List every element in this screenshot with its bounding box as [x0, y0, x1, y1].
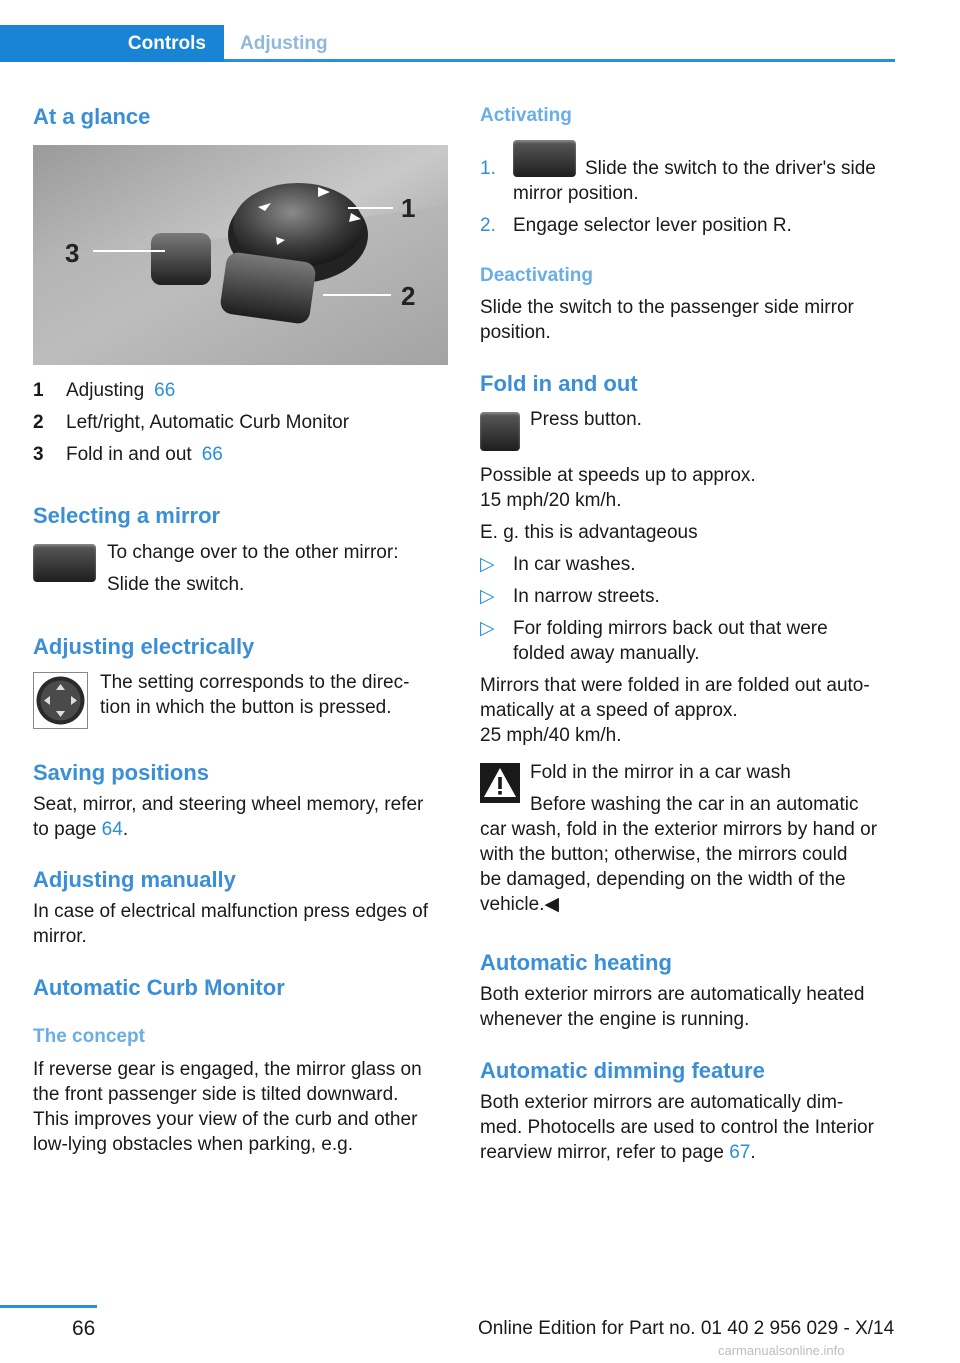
- warning-text: [480, 817, 877, 917]
- manual-text-2: mirror.: [33, 926, 87, 947]
- dimming-text: [480, 1090, 874, 1165]
- saving-text-2: to page 64.: [33, 819, 129, 840]
- concept-line: If reverse gear is engaged, the mirror glass on: [33, 1059, 422, 1080]
- possible-line: Possible at speeds up to approx.: [480, 465, 756, 486]
- tab-adjusting-label: Adjusting: [240, 33, 328, 54]
- list-item: [480, 552, 895, 584]
- switch-icon: [33, 544, 96, 582]
- bullet-icon: ▷: [480, 586, 495, 607]
- tab-controls[interactable]: [0, 25, 224, 62]
- switch-icon: [513, 140, 576, 177]
- deactivating-line: position.: [480, 322, 551, 343]
- bullet-list: [480, 552, 895, 666]
- selecting-text-1: To change over to the other mirror:: [107, 542, 399, 563]
- warning-title: Fold in the mirror in a car wash: [530, 762, 791, 783]
- concept-line: low-lying obstacles when parking, e.g.: [33, 1134, 354, 1155]
- callout-number: 2: [33, 411, 44, 433]
- callout-item: [33, 374, 349, 406]
- selecting-heading: Selecting a mirror: [33, 503, 221, 528]
- callout-number: 3: [33, 443, 44, 465]
- folded-text: [480, 673, 870, 748]
- warning-line: Before washing the car in an automatic: [530, 794, 859, 815]
- folded-line: Mirrors that were folded in are folded out auto-: [480, 675, 870, 696]
- deactivating-text: [480, 295, 854, 345]
- deactivating-line: Slide the switch to the passenger side mirror: [480, 297, 854, 318]
- dimming-line: Both exterior mirrors are automatically dim-: [480, 1092, 844, 1113]
- callout-item: [33, 438, 349, 470]
- tab-adjusting[interactable]: [240, 25, 328, 62]
- figure-label-2: 2: [401, 281, 416, 311]
- callout-label: Adjusting: [66, 379, 145, 401]
- warning-line: vehicle.◀: [480, 894, 560, 915]
- folded-line: matically at a speed of approx.: [480, 700, 738, 721]
- heating-line: Both exterior mirrors are automatically heated: [480, 984, 865, 1005]
- fold-press-text: Press button.: [530, 409, 642, 430]
- eg-text: E. g. this is advantageous: [480, 522, 698, 543]
- activating-step-1-line-2: mirror position.: [513, 183, 639, 204]
- warning-icon: [480, 763, 520, 803]
- direction-button-icon: [33, 672, 88, 729]
- deactivating-heading: Deactivating: [480, 265, 593, 286]
- activating-step-1-line-1: Slide the switch to the driver's side: [585, 158, 876, 179]
- heating-line: whenever the engine is running.: [480, 1009, 750, 1030]
- step-number: 2.: [480, 215, 496, 236]
- footer-rule: [0, 1305, 97, 1308]
- page-number: 66: [72, 1317, 96, 1340]
- callout-label: Left/right, Automatic Curb Monitor: [66, 411, 350, 433]
- callout-item: [33, 406, 349, 438]
- page-link[interactable]: 66: [154, 379, 176, 401]
- bullet-icon: ▷: [480, 618, 495, 639]
- bullet-text: In narrow streets.: [513, 586, 660, 607]
- heating-text: [480, 982, 864, 1032]
- bullet-icon: ▷: [480, 554, 495, 575]
- list-item: [480, 616, 895, 666]
- activating-heading: Activating: [480, 105, 572, 126]
- possible-text: [480, 463, 756, 513]
- selecting-text-2: Slide the switch.: [107, 574, 245, 595]
- callout-number: 1: [33, 379, 44, 401]
- page-link[interactable]: 64: [101, 819, 123, 840]
- bullet-text: For folding mirrors back out that were folded away manually.: [513, 618, 828, 664]
- heating-heading: Automatic heating: [480, 950, 672, 975]
- concept-line: This improves your view of the curb and other: [33, 1109, 418, 1130]
- online-edition-text: Online Edition for Part no. 01 40 2 956 029 - X/14: [478, 1318, 895, 1339]
- bullet-text: In car washes.: [513, 554, 636, 575]
- saving-text-1: Seat, mirror, and steering wheel memory, refer: [33, 794, 424, 815]
- warning-line: with the button; otherwise, the mirrors could: [480, 844, 848, 865]
- possible-line: 15 mph/20 km/h.: [480, 490, 622, 511]
- dimming-line: rearview mirror, refer to page 67.: [480, 1142, 756, 1163]
- at-a-glance-heading: At a glance: [33, 104, 151, 129]
- concept-text: [33, 1057, 422, 1157]
- adjusting-manually-heading: Adjusting manually: [33, 867, 236, 892]
- fold-button-icon: [480, 412, 520, 451]
- figure-label-1: 1: [401, 193, 416, 223]
- manual-text-1: In case of electrical malfunction press edges of: [33, 901, 428, 922]
- acm-heading: Automatic Curb Monitor: [33, 975, 285, 1000]
- adjusting-electrically-text-1: The setting corresponds to the direc-: [100, 672, 410, 693]
- list-item: [480, 584, 895, 616]
- callout-label: Fold in and out: [66, 443, 192, 465]
- concept-heading: The concept: [33, 1026, 145, 1047]
- fold-heading: Fold in and out: [480, 371, 638, 396]
- activating-step-2: Engage selector lever position R.: [513, 215, 792, 236]
- folded-line: 25 mph/40 km/h.: [480, 725, 622, 746]
- callout-list: [33, 374, 349, 470]
- saving-positions-heading: Saving positions: [33, 760, 210, 785]
- adjusting-electrically-heading: Adjusting electrically: [33, 634, 255, 659]
- tab-controls-label: Controls: [127, 33, 206, 54]
- page-link[interactable]: 66: [201, 443, 223, 465]
- dimming-line: med. Photocells are used to control the Interior: [480, 1117, 874, 1138]
- step-number: 1.: [480, 158, 496, 179]
- dimming-heading: Automatic dimming feature: [480, 1058, 765, 1083]
- watermark: carmanualsonline.info: [718, 1343, 845, 1358]
- adjusting-electrically-text-2: tion in which the button is pressed.: [100, 697, 392, 718]
- concept-line: the front passenger side is tilted downward.: [33, 1084, 399, 1105]
- warning-line: be damaged, depending on the width of the: [480, 869, 846, 890]
- page-link[interactable]: 67: [729, 1142, 751, 1163]
- left-column: [33, 103, 448, 131]
- warning-line: car wash, fold in the exterior mirrors by hand or: [480, 819, 878, 840]
- figure-label-3: 3: [65, 238, 80, 268]
- mirror-controls-figure: [33, 145, 448, 365]
